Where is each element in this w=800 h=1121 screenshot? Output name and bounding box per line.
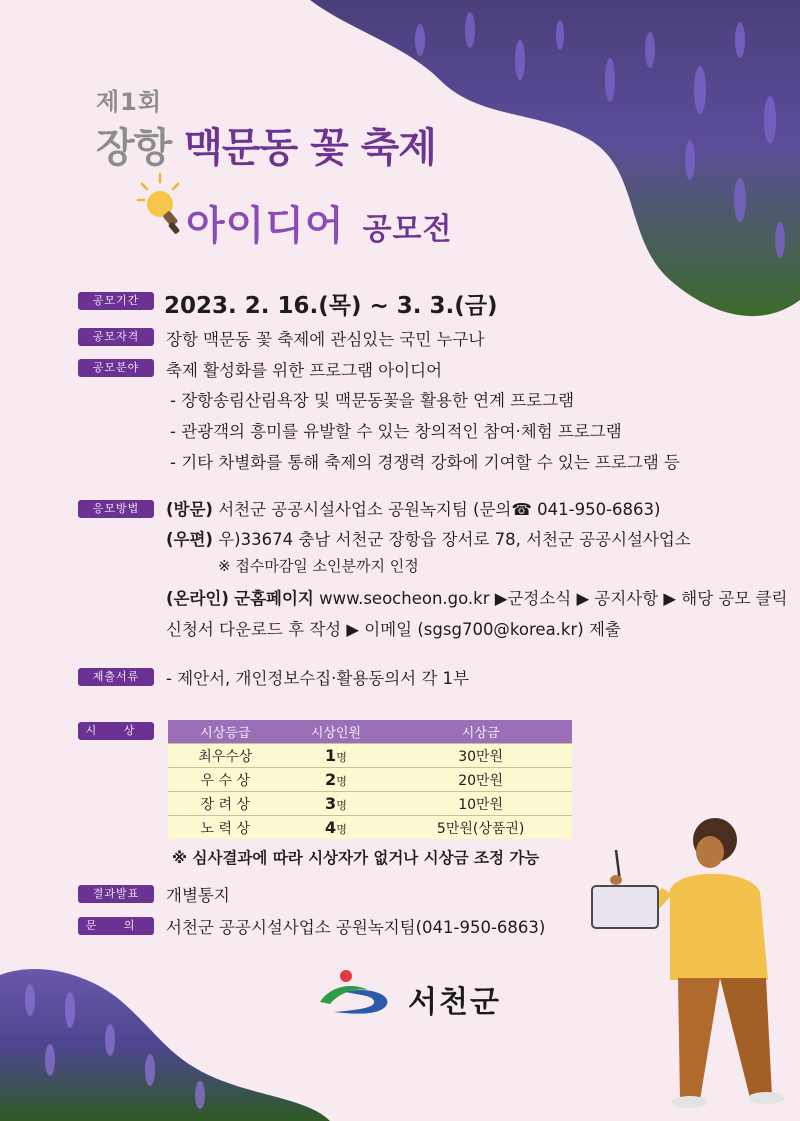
period-value: 2023. 2. 16.(목) ~ 3. 3.(금) — [164, 293, 498, 319]
lightbulb-icon — [136, 172, 186, 242]
prize-cell: 30만원 — [389, 744, 572, 768]
grade-cell: 장 려 상 — [168, 792, 283, 816]
awards-table-header — [168, 720, 572, 744]
title-part-4: 공모전 — [362, 212, 453, 247]
header-count: 시상인원 — [283, 720, 390, 744]
visit-text: 서천군 공공시설사업소 공원녹지팀 (문의☎ 041-950-6863) — [218, 500, 661, 519]
label-awards: 시 상 — [78, 722, 154, 740]
inquiry-value: 서천군 공공시설사업소 공원녹지팀(041-950-6863) — [166, 918, 546, 937]
grade-cell: 노 력 상 — [168, 816, 283, 840]
table-row — [168, 768, 572, 792]
prize-cell: 10만원 — [389, 792, 572, 816]
online-tag: (온라인) — [166, 589, 229, 608]
table-row — [168, 792, 572, 816]
method-online — [166, 585, 787, 609]
grade-cell: 최우수상 — [168, 744, 283, 768]
title-part-2: 맥문동 꽃 축제 — [184, 125, 436, 171]
count-cell: 2명 — [283, 768, 390, 792]
seocheon-logo-icon — [316, 968, 406, 1018]
edition-label: 제1회 — [96, 88, 163, 116]
title-part-1: 장항 — [96, 125, 172, 171]
header-prize: 시상금 — [389, 720, 572, 744]
label-inquiry: 문 의 — [78, 917, 154, 935]
mail-text: 우)33674 충남 서천군 장항읍 장서로 78, 서천군 공공시설사업소 — [218, 530, 691, 549]
label-documents: 제출서류 — [78, 668, 154, 686]
person-with-tablet-illustration — [560, 810, 790, 1115]
table-row — [168, 744, 572, 768]
count-cell: 1명 — [283, 744, 390, 768]
method-mail — [166, 526, 691, 550]
label-period: 공모기간 — [78, 292, 154, 310]
awards-table — [168, 720, 572, 839]
table-row — [168, 816, 572, 840]
label-method: 응모방법 — [78, 500, 154, 518]
visit-tag: (방문) — [166, 500, 213, 519]
prize-cell: 20만원 — [389, 768, 572, 792]
label-eligibility: 공모자격 — [78, 328, 154, 346]
field-item: - 관광객의 흥미를 유발할 수 있는 창의적인 참여·체험 프로그램 — [170, 422, 622, 441]
mail-note: ※ 접수마감일 소인분까지 인정 — [218, 557, 419, 575]
header-grade: 시상등급 — [168, 720, 283, 744]
grade-cell: 우 수 상 — [168, 768, 283, 792]
online-text-2: 신청서 다운로드 후 작성 ▶ 이메일 (sgsg700@korea.kr) 제출 — [166, 620, 621, 639]
label-field: 공모분야 — [78, 359, 154, 377]
awards-note: ※ 심사결과에 따라 시상자가 없거나 시상금 조정 가능 — [172, 849, 540, 867]
online-bold: 군홈페이지 — [234, 589, 314, 608]
result-value: 개별통지 — [166, 886, 230, 905]
eligibility-value: 장항 맥문동 꽃 축제에 관심있는 국민 누구나 — [166, 330, 485, 349]
online-text: www.seocheon.go.kr ▶군정소식 ▶ 공지사항 ▶ 해당 공모 클릭 — [319, 589, 788, 608]
field-item: - 기타 차별화를 통해 축제의 경쟁력 강화에 기여할 수 있는 프로그램 등 — [170, 453, 680, 472]
subtitle — [186, 194, 453, 251]
logo-text: 서천군 — [408, 985, 501, 1020]
count-cell: 4명 — [283, 816, 390, 840]
field-item: - 장항송림산림욕장 및 맥문동꽃을 활용한 연계 프로그램 — [170, 391, 575, 410]
prize-cell: 5만원(상품권) — [389, 816, 572, 840]
method-visit — [166, 496, 660, 520]
title-part-3: 아이디어 — [186, 203, 345, 249]
documents-value: - 제안서, 개인정보수집·활용동의서 각 1부 — [166, 669, 469, 688]
count-cell: 3명 — [283, 792, 390, 816]
page-title — [96, 116, 436, 173]
field-value: 축제 활성화를 위한 프로그램 아이디어 — [166, 361, 443, 380]
mail-tag: (우편) — [166, 530, 213, 549]
label-result: 결과발표 — [78, 885, 154, 903]
